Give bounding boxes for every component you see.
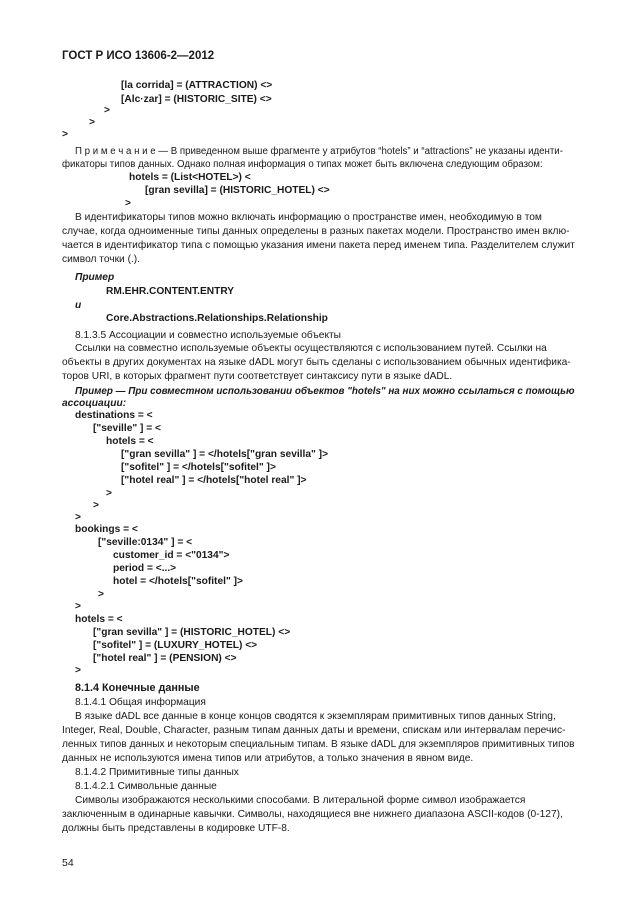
conjunction-label: и xyxy=(75,300,82,311)
code-line: > xyxy=(98,589,104,600)
example-line: Пример — При совместном использовании объектов "hotels" на них можно ссылаться с помощью xyxy=(75,386,575,397)
code-line: > xyxy=(89,117,95,128)
code-line: bookings = < xyxy=(75,524,138,535)
code-line: > xyxy=(106,488,112,499)
code-line: > xyxy=(125,198,131,209)
code-line: Core.Abstractions.Relationships.Relationship xyxy=(106,313,328,324)
code-line: > xyxy=(75,601,81,612)
paragraph-line: должны быть представлены в кодировке UTF-8. xyxy=(62,823,290,834)
code-line: [gran sevilla] = (HISTORIC_HOTEL) <> xyxy=(145,185,330,196)
paragraph-line: заключенным в одинарные кавычки. Символы, находящиеся вне нижнего диапазона ASCII-кодов (0-127), xyxy=(62,809,563,820)
subsection-heading: 8.1.4.2.1 Символьные данные xyxy=(75,781,217,792)
code-line: ["hotel real" ] = (PENSION) <> xyxy=(93,653,237,664)
paragraph-line: символ точки (.). xyxy=(62,254,141,265)
code-line: hotels = (List<HOTEL>) < xyxy=(129,172,251,183)
paragraph-line: Символы изображаются несколькими способами. В литеральной форме символ изображается xyxy=(75,795,526,806)
code-line: hotels = < xyxy=(75,614,123,625)
paragraph-line: чается в идентификатор типа с помощью указания имени пакета перед именем типа. Разделителем служит xyxy=(62,240,575,251)
code-line: > xyxy=(93,500,99,511)
code-line: ["seville:0134" ] = < xyxy=(98,537,193,548)
code-line: > xyxy=(62,129,68,140)
code-line: period = <...> xyxy=(113,563,177,574)
subsection-heading: 8.1.4.2 Примитивные типы данных xyxy=(75,767,239,778)
code-line: destinations = < xyxy=(75,410,153,421)
code-line: hotels = < xyxy=(106,436,154,447)
code-line: ["hotel real" ] = </hotels["hotel real" ]> xyxy=(121,475,307,486)
code-line: ["sofitel" ] = (LUXURY_HOTEL) <> xyxy=(93,640,258,651)
code-line: > xyxy=(75,512,81,523)
paragraph-line: В языке dADL все данные в конце концов сводятся к экземплярам примитивных типов данных String, xyxy=(75,711,556,722)
code-line: ["gran sevilla" ] = </hotels["gran sevilla" ]> xyxy=(121,449,329,460)
code-line: [Alc·zar] = (HISTORIC_SITE) <> xyxy=(121,94,272,105)
paragraph-line: объекты в других документах на языке dADL могут быть сделаны с использованием обычных идентифика- xyxy=(62,357,571,368)
section-heading: 8.1.4 Конечные данные xyxy=(75,682,200,694)
note-line: фикаторы типов данных. Однако полная информация о типах может быть включена следующим образом: xyxy=(62,159,543,170)
code-line: customer_id = <"0134"> xyxy=(113,550,230,561)
example-line: ассоциации: xyxy=(62,398,127,409)
paragraph-line: Integer, Real, Double, Character, разным типам данных даты и времени, спискам или интервалам перечис- xyxy=(62,725,566,736)
section-heading: 8.1.3.5 Ассоциации и совместно используемые объекты xyxy=(75,330,342,341)
code-line: > xyxy=(104,105,110,116)
code-line: RM.EHR.CONTENT.ENTRY xyxy=(106,286,235,297)
paragraph-line: данных не используются имена типов или атрибутов, а только значения в явном виде. xyxy=(62,753,474,764)
paragraph-line: случае, когда одноименные типы данных определены в разных пакетах модели. Пространство имен вклю- xyxy=(62,226,570,237)
paragraph-line: Ссылки на совместно используемые объекты осуществляются с использованием путей. Ссылки на xyxy=(75,343,547,354)
code-line: ["seville" ] = < xyxy=(93,423,161,434)
paragraph-line: ленных типов данных и некоторым специальным типам. В языке dADL для экземпляров примитивных типов xyxy=(62,739,575,750)
code-line: ["sofitel" ] = </hotels["sofitel" ]> xyxy=(121,462,276,473)
code-line: > xyxy=(75,665,81,676)
code-line: ["gran sevilla" ] = (HISTORIC_HOTEL) <> xyxy=(93,627,291,638)
document-header: ГОСТ Р ИСО 13606-2—2012 xyxy=(62,50,215,62)
paragraph-line: В идентификаторы типов можно включать информацию о пространстве имен, необходимую в том xyxy=(75,212,542,223)
subsection-heading: 8.1.4.1 Общая информация xyxy=(75,697,206,708)
example-label: Пример xyxy=(75,272,115,283)
note-line: П р и м е ч а н и е — В приведенном выше фрагменте у атрибутов “hotels” и “attractions” не указаны иденти- xyxy=(75,146,563,157)
code-line: [la corrida] = (ATTRACTION) <> xyxy=(121,80,273,91)
code-line: hotel = </hotels["sofitel" ]> xyxy=(113,576,243,587)
paragraph-line: торов URI, в которых фрагмент пути соответствует синтаксису пути в языке dADL. xyxy=(62,371,453,382)
page-number: 54 xyxy=(62,857,74,869)
